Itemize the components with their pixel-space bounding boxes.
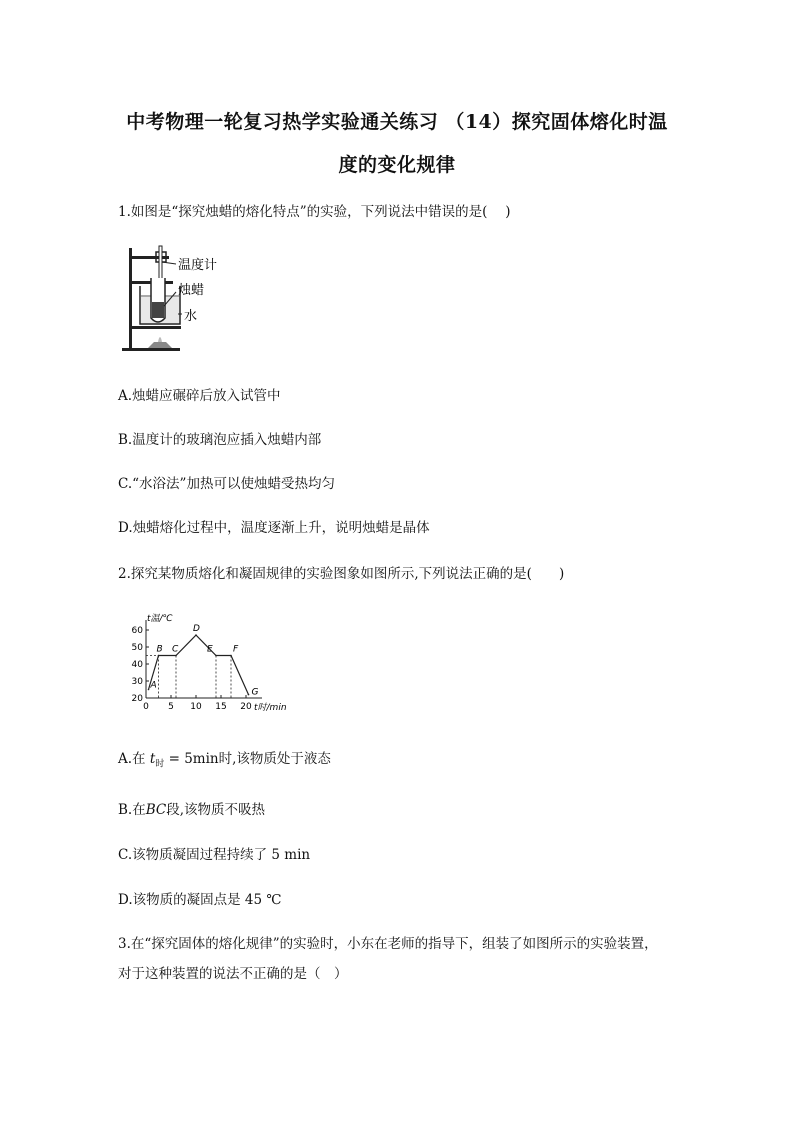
q1-option-a: A.烛蜡应碾碎后放入试管中 xyxy=(118,388,281,404)
q2-option-a xyxy=(118,747,331,770)
q2-option-a-sub: 时 xyxy=(155,759,165,770)
point-g xyxy=(248,694,250,696)
q1-option-c: C.“水浴法”加热可以使烛蜡受热均匀 xyxy=(118,476,335,492)
point-b xyxy=(158,655,160,657)
q1-option-b: B.温度计的玻璃泡应插入烛蜡内部 xyxy=(118,432,322,448)
page-title-line2: 度的变化规律 xyxy=(338,154,456,176)
q2-option-a-prefix: A.在 xyxy=(118,751,146,767)
q2-option-b-prefix: B.在 xyxy=(118,802,146,818)
q3-stem-line2: 对于这种装置的说法不正确的是（ ） xyxy=(118,966,348,982)
y-tick-label: 40 xyxy=(131,660,143,670)
x-tick-label: 20 xyxy=(240,702,252,712)
page-title-line1: 中考物理一轮复习热学实验通关练习 （14）探究固体熔化时温 xyxy=(126,111,668,133)
point-label-c: C xyxy=(172,644,179,655)
x-tick-label: 5 xyxy=(168,702,174,712)
label-thermometer: 温度计 xyxy=(178,258,218,273)
q2-temperature-chart xyxy=(118,610,287,716)
chart-series xyxy=(148,634,250,695)
point-label-b: B xyxy=(156,644,163,655)
x-tick-label: 0 xyxy=(143,702,149,712)
q1-option-d: D.烛蜡熔化过程中，温度逐渐上升，说明烛蜡是晶体 xyxy=(118,520,430,536)
q1-stem: 1.如图是“探究烛蜡的熔化特点”的实验，下列说法中错误的是( ) xyxy=(118,204,511,220)
label-water: 水 xyxy=(184,309,198,324)
point-e xyxy=(215,655,217,657)
point-label-a: A xyxy=(150,680,157,691)
y-tick-label: 30 xyxy=(131,677,143,687)
point-c xyxy=(175,655,177,657)
q2-option-a-rest: = 5min时,该物质处于液态 xyxy=(164,751,331,767)
label-wax: 烛蜡 xyxy=(178,283,205,298)
q2-option-b xyxy=(118,798,265,818)
q3-stem-line1: 3.在“探究固体的熔化规律”的实验时，小东在老师的指导下，组装了如图所示的实验装置， xyxy=(118,936,658,952)
y-tick-label: 20 xyxy=(131,694,143,704)
q2-option-c: C.该物质凝固过程持续了 5 min xyxy=(118,847,311,863)
point-label-f: F xyxy=(233,644,239,655)
q2-option-b-var: BC xyxy=(145,802,167,818)
q2-option-b-rest: 段,该物质不吸热 xyxy=(166,802,266,818)
x-tick-label: 15 xyxy=(215,702,227,712)
point-label-d: D xyxy=(193,624,200,635)
x-tick-label: 10 xyxy=(190,702,202,712)
point-a xyxy=(148,689,150,691)
q2-option-a-var: t xyxy=(149,751,156,767)
q2-stem: 2.探究某物质熔化和凝固规律的实验图象如图所示,下列说法正确的是( ) xyxy=(118,566,565,582)
point-f xyxy=(230,655,232,657)
q2-option-d: D.该物质的凝固点是 45 ℃ xyxy=(118,892,282,908)
point-d xyxy=(195,634,197,636)
y-tick-label: 50 xyxy=(131,643,143,653)
q1-apparatus-figure xyxy=(118,244,228,356)
point-label-e: E xyxy=(207,644,213,655)
x-axis-title: t时/min xyxy=(254,703,287,713)
y-axis-title: t温/℃ xyxy=(147,614,173,624)
chart-guides xyxy=(146,656,231,699)
y-tick-label: 60 xyxy=(131,626,143,636)
point-label-g: G xyxy=(251,687,259,698)
